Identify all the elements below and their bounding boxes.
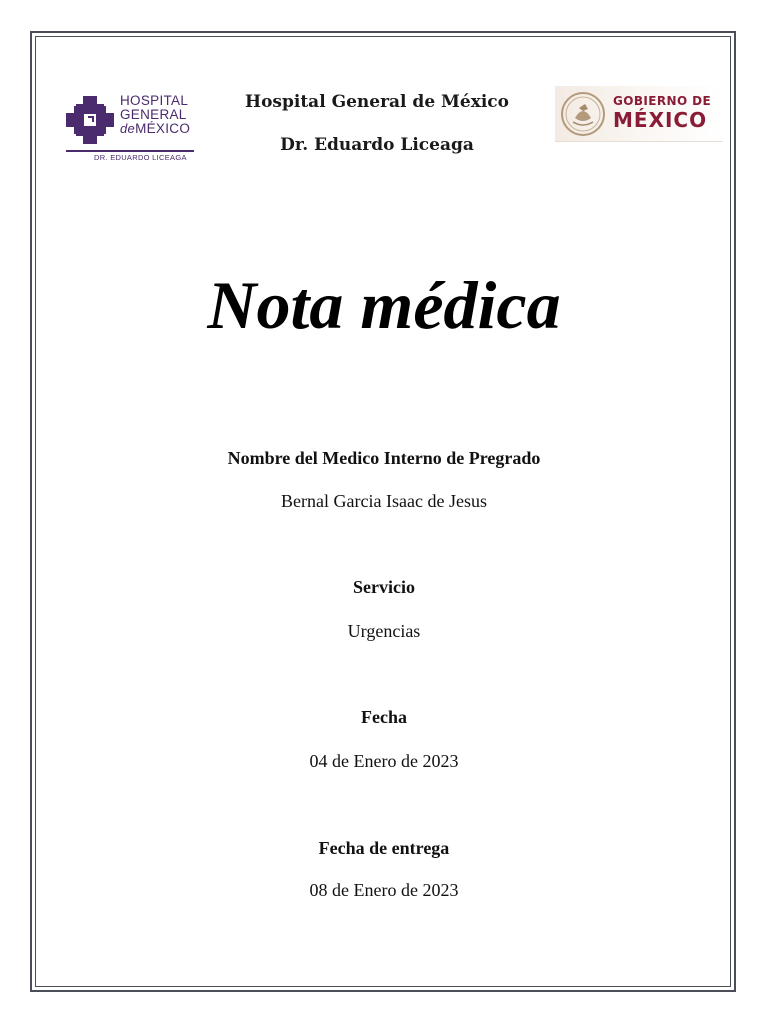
header-hospital-name (230, 92, 524, 155)
hospital-logo-de: de (120, 121, 136, 136)
field-value-date: 04 de Enero de 2023 (309, 751, 459, 771)
government-logo-line1: GOBIERNO DE (613, 94, 712, 108)
hospital-logo-subtitle: DR. EDUARDO LICEAGA (94, 153, 187, 162)
hospital-cross-icon (66, 96, 114, 144)
hospital-logo-line3 (120, 122, 190, 136)
field-value-intern-name: Bernal Garcia Isaac de Jesus (281, 491, 487, 511)
hospital-logo-mexico: MÉXICO (135, 121, 191, 136)
government-logo (555, 86, 725, 148)
government-logo-text (613, 94, 711, 132)
hospital-logo-line2: GENERAL (120, 107, 187, 122)
mexico-seal-icon (559, 90, 607, 138)
field-value-service: Urgencias (347, 621, 421, 641)
field-label-date: Fecha (361, 707, 407, 727)
header-title-line2: Dr. Eduardo Liceaga (280, 135, 474, 155)
document-title: Nota médica (207, 267, 561, 343)
government-logo-underline (555, 141, 723, 142)
hospital-logo-text (120, 94, 190, 136)
field-label-service: Servicio (353, 577, 415, 597)
hospital-logo-line1: HOSPITAL (120, 93, 189, 108)
field-label-delivery-date: Fecha de entrega (318, 838, 450, 858)
header-title-line1: Hospital General de México (245, 92, 509, 112)
field-label-intern-name: Nombre del Medico Interno de Pregrado (227, 448, 541, 468)
field-value-delivery-date: 08 de Enero de 2023 (309, 880, 459, 900)
government-logo-line2: MÉXICO (613, 108, 708, 132)
hospital-logo-divider (66, 150, 194, 152)
hospital-logo (66, 94, 196, 166)
